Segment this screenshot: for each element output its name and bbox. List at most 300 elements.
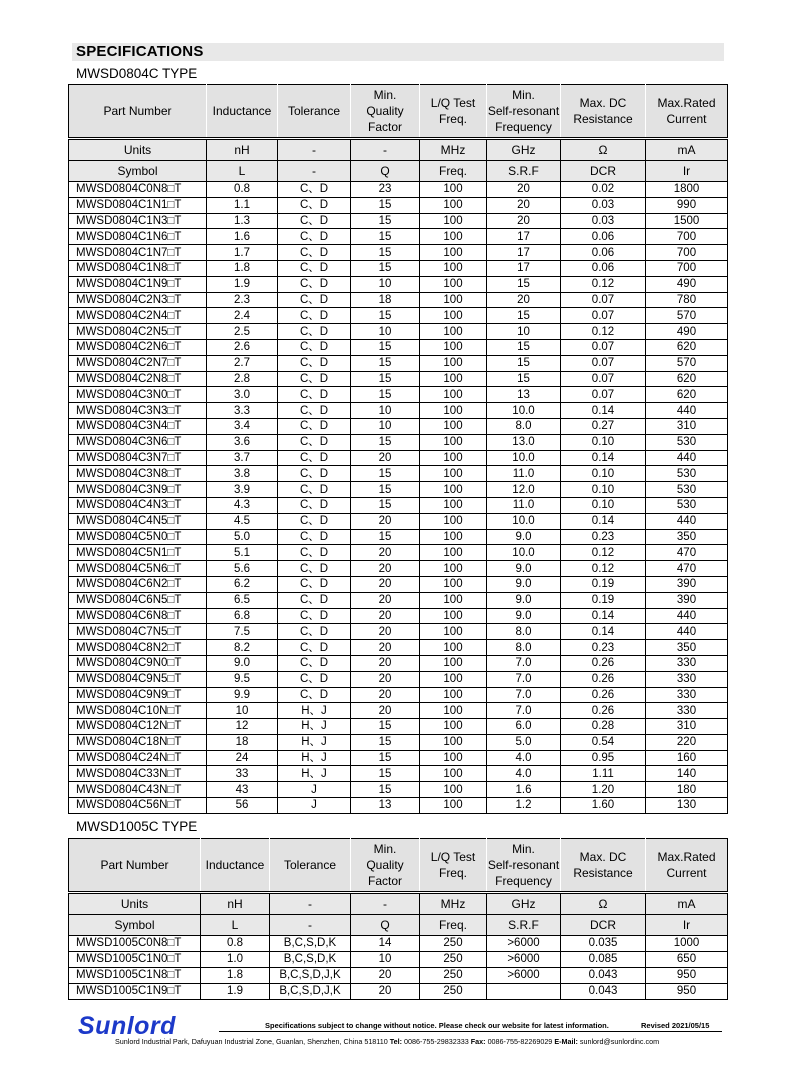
value-cell: 20 [487, 292, 561, 308]
header-row [69, 85, 728, 139]
value-cell: 100 [420, 324, 487, 340]
value-cell: 3.7 [207, 450, 278, 466]
value-cell: 310 [646, 719, 728, 735]
value-cell: 13 [487, 387, 561, 403]
value-cell: 470 [646, 561, 728, 577]
value-cell: 15 [351, 734, 420, 750]
part-number-cell: MWSD0804C12N□T [69, 719, 207, 735]
value-cell: 100 [420, 561, 487, 577]
value-cell: 0.03 [561, 213, 646, 229]
value-cell: 10.0 [487, 450, 561, 466]
header-cell: L/Q Test Freq. [420, 85, 487, 139]
value-cell: 20 [351, 671, 420, 687]
value-cell: 17 [487, 229, 561, 245]
value-cell: 2.3 [207, 292, 278, 308]
value-cell: 24 [207, 750, 278, 766]
value-cell: 530 [646, 497, 728, 513]
value-cell: 250 [420, 984, 487, 1000]
value-cell: 100 [420, 450, 487, 466]
value-cell: 330 [646, 655, 728, 671]
value-cell: 15 [351, 782, 420, 798]
value-cell: 100 [420, 703, 487, 719]
part-number-cell: MWSD0804C4N5□T [69, 513, 207, 529]
table-row [69, 324, 728, 340]
part-number-cell: MWSD0804C2N5□T [69, 324, 207, 340]
value-cell: C、D [278, 197, 351, 213]
symbol-cell: - [278, 161, 351, 182]
value-cell: 33 [207, 766, 278, 782]
header-cell: Tolerance [270, 839, 351, 893]
table-row [69, 687, 728, 703]
table-row [69, 968, 728, 984]
value-cell: 15 [351, 197, 420, 213]
units-cell: - [270, 893, 351, 915]
value-cell: C、D [278, 608, 351, 624]
value-cell: C、D [278, 576, 351, 592]
part-number-cell: MWSD0804C6N8□T [69, 608, 207, 624]
table-row [69, 245, 728, 261]
part-number-cell: MWSD0804C6N5□T [69, 592, 207, 608]
value-cell: C、D [278, 561, 351, 577]
units-cell: mA [646, 139, 728, 161]
symbol-cell: Freq. [420, 915, 487, 936]
value-cell: C、D [278, 482, 351, 498]
part-number-cell: MWSD0804C3N3□T [69, 403, 207, 419]
value-cell: 100 [420, 734, 487, 750]
value-cell: 620 [646, 387, 728, 403]
value-cell: 15 [351, 750, 420, 766]
value-cell: 650 [646, 952, 728, 968]
value-cell: C、D [278, 324, 351, 340]
table-row [69, 671, 728, 687]
table-row [69, 545, 728, 561]
symbol-cell: Freq. [420, 161, 487, 182]
value-cell: 1.7 [207, 245, 278, 261]
header-cell: L/Q Test Freq. [420, 839, 487, 893]
value-cell: 0.12 [561, 276, 646, 292]
part-number-cell: MWSD0804C8N2□T [69, 640, 207, 656]
value-cell: 1.2 [487, 798, 561, 814]
part-number-cell: MWSD0804C10N□T [69, 703, 207, 719]
value-cell: 330 [646, 671, 728, 687]
value-cell: H、J [278, 766, 351, 782]
value-cell: 7.0 [487, 671, 561, 687]
symbol-cell: - [270, 915, 351, 936]
table-row [69, 418, 728, 434]
value-cell: 9.0 [487, 608, 561, 624]
value-cell: 10.0 [487, 403, 561, 419]
value-cell: C、D [278, 229, 351, 245]
value-cell: 15 [487, 339, 561, 355]
value-cell: C、D [278, 513, 351, 529]
value-cell: 440 [646, 608, 728, 624]
tel-label: Tel: [389, 1037, 403, 1046]
value-cell: 100 [420, 608, 487, 624]
value-cell: 2.4 [207, 308, 278, 324]
value-cell: 0.23 [561, 640, 646, 656]
value-cell: 0.95 [561, 750, 646, 766]
value-cell: 15 [487, 276, 561, 292]
footer-divider [219, 1031, 722, 1032]
value-cell: 990 [646, 197, 728, 213]
value-cell: 23 [351, 182, 420, 198]
header-cell: Min. Quality Factor [351, 839, 420, 893]
value-cell: 20 [351, 968, 420, 984]
part-number-cell: MWSD0804C4N3□T [69, 497, 207, 513]
value-cell: 20 [487, 197, 561, 213]
value-cell: 100 [420, 750, 487, 766]
value-cell: 0.28 [561, 719, 646, 735]
value-cell: >6000 [487, 952, 561, 968]
value-cell: H、J [278, 750, 351, 766]
value-cell: 4.5 [207, 513, 278, 529]
table-row [69, 292, 728, 308]
value-cell: >6000 [487, 968, 561, 984]
value-cell: 0.14 [561, 608, 646, 624]
value-cell: 2.5 [207, 324, 278, 340]
value-cell: 20 [351, 576, 420, 592]
value-cell: 11.0 [487, 497, 561, 513]
value-cell: 15 [351, 213, 420, 229]
value-cell: 10 [351, 324, 420, 340]
value-cell: 160 [646, 750, 728, 766]
value-cell: 100 [420, 276, 487, 292]
value-cell: 490 [646, 276, 728, 292]
value-cell: 100 [420, 308, 487, 324]
header-cell: Min. Self-resonant Frequency [487, 85, 561, 139]
value-cell: 100 [420, 182, 487, 198]
symbol-cell: Ir [646, 161, 728, 182]
table-row [69, 766, 728, 782]
value-cell: 100 [420, 655, 487, 671]
header-cell: Tolerance [278, 85, 351, 139]
symbol-cell: DCR [561, 161, 646, 182]
value-cell: 530 [646, 434, 728, 450]
value-cell: 700 [646, 260, 728, 276]
type-title-mwsd1005c: MWSD1005C TYPE [76, 819, 198, 834]
value-cell: 56 [207, 798, 278, 814]
value-cell: C、D [278, 592, 351, 608]
value-cell: 100 [420, 513, 487, 529]
value-cell: 9.0 [487, 561, 561, 577]
fax-value: 0086-755-82269029 [487, 1037, 553, 1046]
value-cell: 100 [420, 229, 487, 245]
value-cell: 0.26 [561, 703, 646, 719]
header-cell: Max.Rated Current [646, 839, 728, 893]
type-title-mwsd0804c: MWSD0804C TYPE [76, 66, 198, 81]
value-cell: 13 [351, 798, 420, 814]
symbol-cell: DCR [561, 915, 646, 936]
value-cell: 100 [420, 292, 487, 308]
value-cell: 100 [420, 798, 487, 814]
value-cell: 100 [420, 576, 487, 592]
units-cell: mA [646, 893, 728, 915]
value-cell: 100 [420, 260, 487, 276]
symbol-cell: S.R.F [487, 915, 561, 936]
value-cell: 15 [351, 245, 420, 261]
value-cell: 20 [351, 513, 420, 529]
value-cell: 15 [351, 719, 420, 735]
value-cell: 1.6 [487, 782, 561, 798]
symbol-cell: S.R.F [487, 161, 561, 182]
value-cell: 15 [487, 355, 561, 371]
value-cell: 100 [420, 482, 487, 498]
value-cell: 1500 [646, 213, 728, 229]
part-number-cell: MWSD0804C9N0□T [69, 655, 207, 671]
value-cell: 440 [646, 450, 728, 466]
units-row [69, 893, 728, 915]
value-cell: 350 [646, 529, 728, 545]
table-row [69, 576, 728, 592]
value-cell: 100 [420, 387, 487, 403]
units-cell: GHz [487, 893, 561, 915]
table-row [69, 403, 728, 419]
symbol-row [69, 161, 728, 182]
value-cell: 0.07 [561, 292, 646, 308]
value-cell: 390 [646, 592, 728, 608]
header-cell: Max. DC Resistance [561, 85, 646, 139]
part-number-cell: MWSD0804C2N8□T [69, 371, 207, 387]
value-cell: 570 [646, 355, 728, 371]
value-cell: 0.23 [561, 529, 646, 545]
value-cell: 100 [420, 245, 487, 261]
symbol-cell: L [207, 161, 278, 182]
value-cell: 620 [646, 371, 728, 387]
value-cell: 0.043 [561, 968, 646, 984]
value-cell: C、D [278, 371, 351, 387]
value-cell: H、J [278, 734, 351, 750]
part-number-cell: MWSD0804C1N7□T [69, 245, 207, 261]
value-cell: 0.03 [561, 197, 646, 213]
value-cell: 5.0 [487, 734, 561, 750]
value-cell: 220 [646, 734, 728, 750]
address-text: Sunlord Industrial Park, Dafuyuan Industrial Zone, Guanlan, Shenzhen, China 518110 [115, 1037, 388, 1046]
value-cell: B,C,S,D,K [270, 952, 351, 968]
value-cell: 20 [351, 703, 420, 719]
symbol-cell: Q [351, 161, 420, 182]
value-cell: C、D [278, 339, 351, 355]
symbol-cell: Ir [646, 915, 728, 936]
value-cell: C、D [278, 450, 351, 466]
value-cell: 100 [420, 197, 487, 213]
table-row [69, 561, 728, 577]
header-cell: Min. Quality Factor [351, 85, 420, 139]
value-cell: 10 [207, 703, 278, 719]
symbol-cell: L [201, 915, 270, 936]
value-cell: 7.0 [487, 687, 561, 703]
header-cell: Part Number [69, 839, 201, 893]
value-cell: 0.035 [561, 936, 646, 952]
value-cell: 8.2 [207, 640, 278, 656]
value-cell: 1.9 [201, 984, 270, 1000]
value-cell: 1.8 [207, 260, 278, 276]
units-cell: nH [201, 893, 270, 915]
value-cell: 180 [646, 782, 728, 798]
value-cell: J [278, 782, 351, 798]
table-row [69, 798, 728, 814]
value-cell: 20 [351, 984, 420, 1000]
value-cell: 10 [351, 276, 420, 292]
part-number-cell: MWSD0804C9N9□T [69, 687, 207, 703]
value-cell: 2.6 [207, 339, 278, 355]
value-cell: 7.0 [487, 655, 561, 671]
table-row [69, 984, 728, 1000]
value-cell: 100 [420, 640, 487, 656]
part-number-cell: MWSD1005C0N8□T [69, 936, 201, 952]
value-cell: 100 [420, 339, 487, 355]
value-cell: C、D [278, 687, 351, 703]
table-row [69, 450, 728, 466]
symbol-cell: Q [351, 915, 420, 936]
value-cell: 11.0 [487, 466, 561, 482]
value-cell: 440 [646, 513, 728, 529]
symbol-row [69, 915, 728, 936]
part-number-cell: MWSD0804C1N6□T [69, 229, 207, 245]
header-cell: Part Number [69, 85, 207, 139]
table-row [69, 624, 728, 640]
units-cell: - [351, 139, 420, 161]
value-cell: 3.9 [207, 482, 278, 498]
value-cell: 700 [646, 229, 728, 245]
value-cell: C、D [278, 403, 351, 419]
email-label: E-Mail: [554, 1037, 578, 1046]
value-cell: 15 [487, 371, 561, 387]
value-cell: 490 [646, 324, 728, 340]
part-number-cell: MWSD0804C3N0□T [69, 387, 207, 403]
value-cell: 43 [207, 782, 278, 798]
value-cell: 8.0 [487, 640, 561, 656]
value-cell: 10.0 [487, 545, 561, 561]
value-cell: 3.4 [207, 418, 278, 434]
part-number-cell: MWSD1005C1N0□T [69, 952, 201, 968]
value-cell: 950 [646, 968, 728, 984]
value-cell: 9.5 [207, 671, 278, 687]
value-cell: 0.19 [561, 576, 646, 592]
value-cell: 390 [646, 576, 728, 592]
value-cell: 100 [420, 592, 487, 608]
part-number-cell: MWSD0804C43N□T [69, 782, 207, 798]
value-cell: 100 [420, 371, 487, 387]
part-number-cell: MWSD0804C9N5□T [69, 671, 207, 687]
value-cell: 0.06 [561, 245, 646, 261]
table-row [69, 750, 728, 766]
value-cell: 100 [420, 466, 487, 482]
value-cell: 15 [351, 308, 420, 324]
value-cell: C、D [278, 655, 351, 671]
table-row [69, 213, 728, 229]
value-cell: C、D [278, 624, 351, 640]
spec-table-mwsd0804c [68, 84, 728, 814]
tel-value: 0086-755-29832333 [404, 1037, 469, 1046]
value-cell: 8.0 [487, 418, 561, 434]
table-row [69, 260, 728, 276]
value-cell: 7.0 [487, 703, 561, 719]
footer-address [115, 1037, 659, 1046]
value-cell: C、D [278, 545, 351, 561]
units-cell: GHz [487, 139, 561, 161]
value-cell: 14 [351, 936, 420, 952]
value-cell: 0.14 [561, 450, 646, 466]
value-cell: 20 [351, 687, 420, 703]
value-cell: 0.10 [561, 482, 646, 498]
header-cell: Min. Self-resonant Frequency [487, 839, 561, 893]
table-row [69, 719, 728, 735]
value-cell: C、D [278, 418, 351, 434]
value-cell: C、D [278, 276, 351, 292]
part-number-cell: MWSD0804C18N□T [69, 734, 207, 750]
value-cell: 15 [487, 308, 561, 324]
value-cell: 15 [351, 529, 420, 545]
part-number-cell: MWSD0804C2N6□T [69, 339, 207, 355]
value-cell: C、D [278, 355, 351, 371]
value-cell: 15 [351, 466, 420, 482]
value-cell: 1800 [646, 182, 728, 198]
value-cell: 20 [487, 182, 561, 198]
value-cell: 1.11 [561, 766, 646, 782]
part-number-cell: MWSD0804C5N1□T [69, 545, 207, 561]
part-number-cell: MWSD0804C33N□T [69, 766, 207, 782]
part-number-cell: MWSD0804C1N9□T [69, 276, 207, 292]
units-cell: Units [69, 893, 201, 915]
value-cell: 0.14 [561, 513, 646, 529]
value-cell: 0.043 [561, 984, 646, 1000]
value-cell: 0.8 [207, 182, 278, 198]
value-cell: 20 [351, 592, 420, 608]
fax-label: Fax: [470, 1037, 486, 1046]
value-cell: 100 [420, 719, 487, 735]
value-cell: 20 [351, 608, 420, 624]
table-row [69, 782, 728, 798]
units-cell: Ω [561, 893, 646, 915]
part-number-cell: MWSD0804C56N□T [69, 798, 207, 814]
value-cell: 100 [420, 434, 487, 450]
symbol-cell: Symbol [69, 161, 207, 182]
part-number-cell: MWSD1005C1N8□T [69, 968, 201, 984]
value-cell: 15 [351, 387, 420, 403]
value-cell: 440 [646, 624, 728, 640]
value-cell: 310 [646, 418, 728, 434]
units-cell: Ω [561, 139, 646, 161]
value-cell: C、D [278, 292, 351, 308]
part-number-cell: MWSD0804C5N0□T [69, 529, 207, 545]
value-cell: 15 [351, 339, 420, 355]
part-number-cell: MWSD0804C2N7□T [69, 355, 207, 371]
value-cell: 10 [487, 324, 561, 340]
value-cell: 10.0 [487, 513, 561, 529]
part-number-cell: MWSD0804C3N9□T [69, 482, 207, 498]
table-row [69, 276, 728, 292]
value-cell: 5.0 [207, 529, 278, 545]
part-number-cell: MWSD1005C1N9□T [69, 984, 201, 1000]
value-cell: 4.0 [487, 750, 561, 766]
value-cell: 5.6 [207, 561, 278, 577]
value-cell: 0.19 [561, 592, 646, 608]
value-cell: 15 [351, 371, 420, 387]
value-cell: 0.14 [561, 403, 646, 419]
value-cell: 20 [351, 545, 420, 561]
value-cell: 440 [646, 403, 728, 419]
value-cell: 950 [646, 984, 728, 1000]
value-cell: 100 [420, 403, 487, 419]
value-cell: 18 [207, 734, 278, 750]
value-cell: 3.3 [207, 403, 278, 419]
part-number-cell: MWSD0804C6N2□T [69, 576, 207, 592]
value-cell: J [278, 798, 351, 814]
table-row [69, 655, 728, 671]
value-cell: 100 [420, 529, 487, 545]
table-row [69, 197, 728, 213]
value-cell: C、D [278, 466, 351, 482]
